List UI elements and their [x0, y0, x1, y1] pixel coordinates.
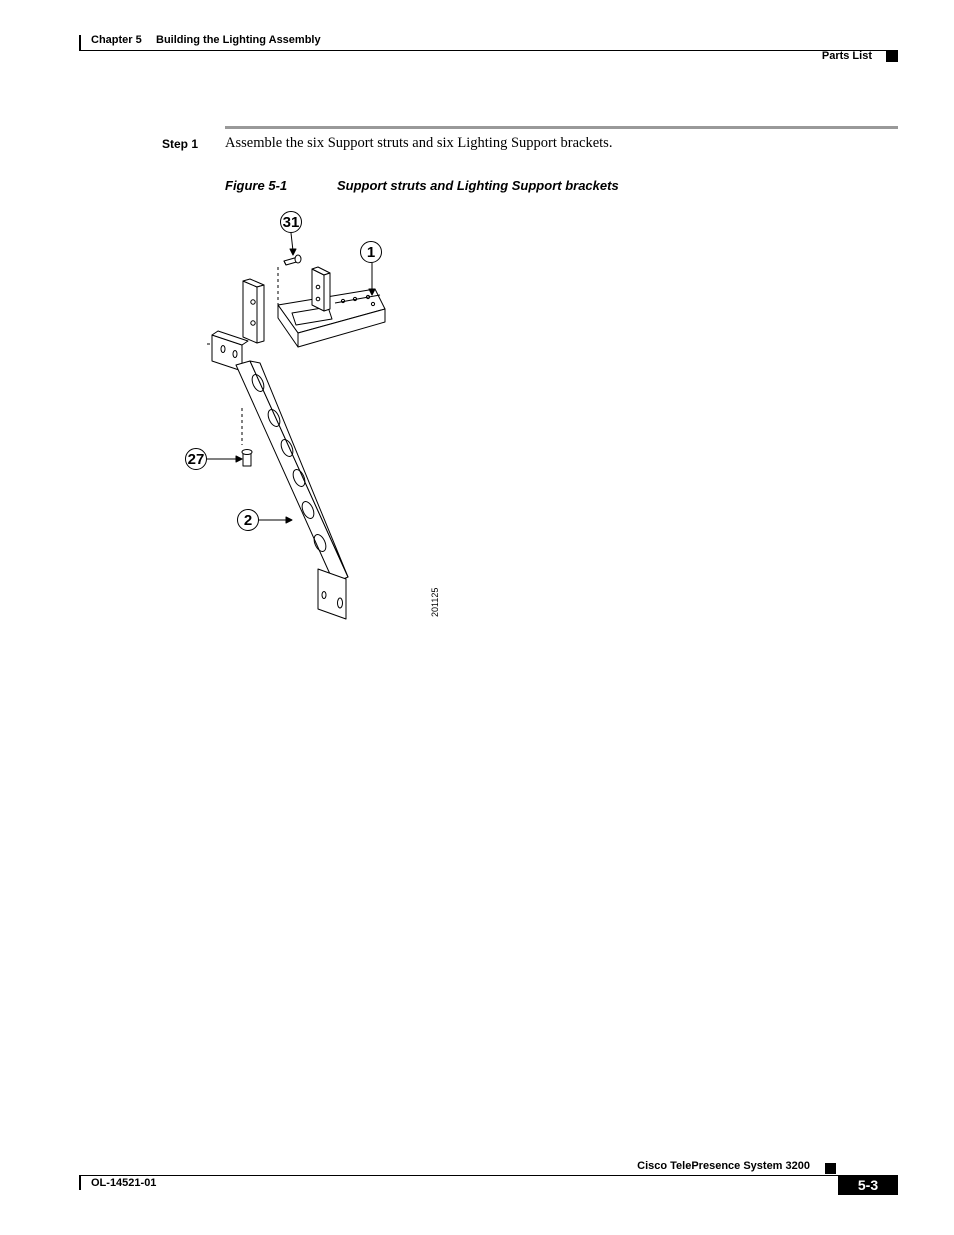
figure-drawing [180, 205, 460, 625]
footer-doc-number: OL-14521-01 [91, 1177, 157, 1189]
footer-doc-title: Cisco TelePresence System 3200 [637, 1160, 810, 1172]
footer-left-bar [79, 1175, 81, 1190]
figure-title: Support struts and Lighting Support brackets [337, 178, 619, 193]
header-rule [79, 50, 898, 51]
step-text: Assemble the six Support struts and six Lighting Support brackets. [225, 135, 613, 151]
lighting-support-bracket-drawing [243, 267, 385, 347]
header-left-bar [79, 35, 81, 51]
header-marker-block [886, 51, 898, 62]
header-chapter: Chapter 5 [91, 34, 142, 46]
step-label: Step 1 [162, 137, 199, 151]
callout-2: 2 [243, 512, 253, 529]
callout-31: 31 [282, 214, 300, 231]
callout-27: 27 [187, 451, 205, 468]
callout-1: 1 [366, 244, 376, 261]
header-chapter-title: Building the Lighting Assembly [156, 34, 321, 46]
header-section-title: Parts List [821, 50, 872, 62]
support-strut-drawing [212, 331, 348, 619]
footer-page-number: 5-3 [838, 1175, 898, 1195]
figure-art-id: 201125 [430, 587, 440, 617]
screw-31-drawing [284, 255, 301, 265]
footer-marker-block [825, 1163, 836, 1174]
footer-rule [79, 1175, 838, 1176]
figure-number: Figure 5-1 [225, 178, 288, 193]
step-rule [225, 126, 898, 129]
screw-27-drawing [242, 450, 252, 467]
